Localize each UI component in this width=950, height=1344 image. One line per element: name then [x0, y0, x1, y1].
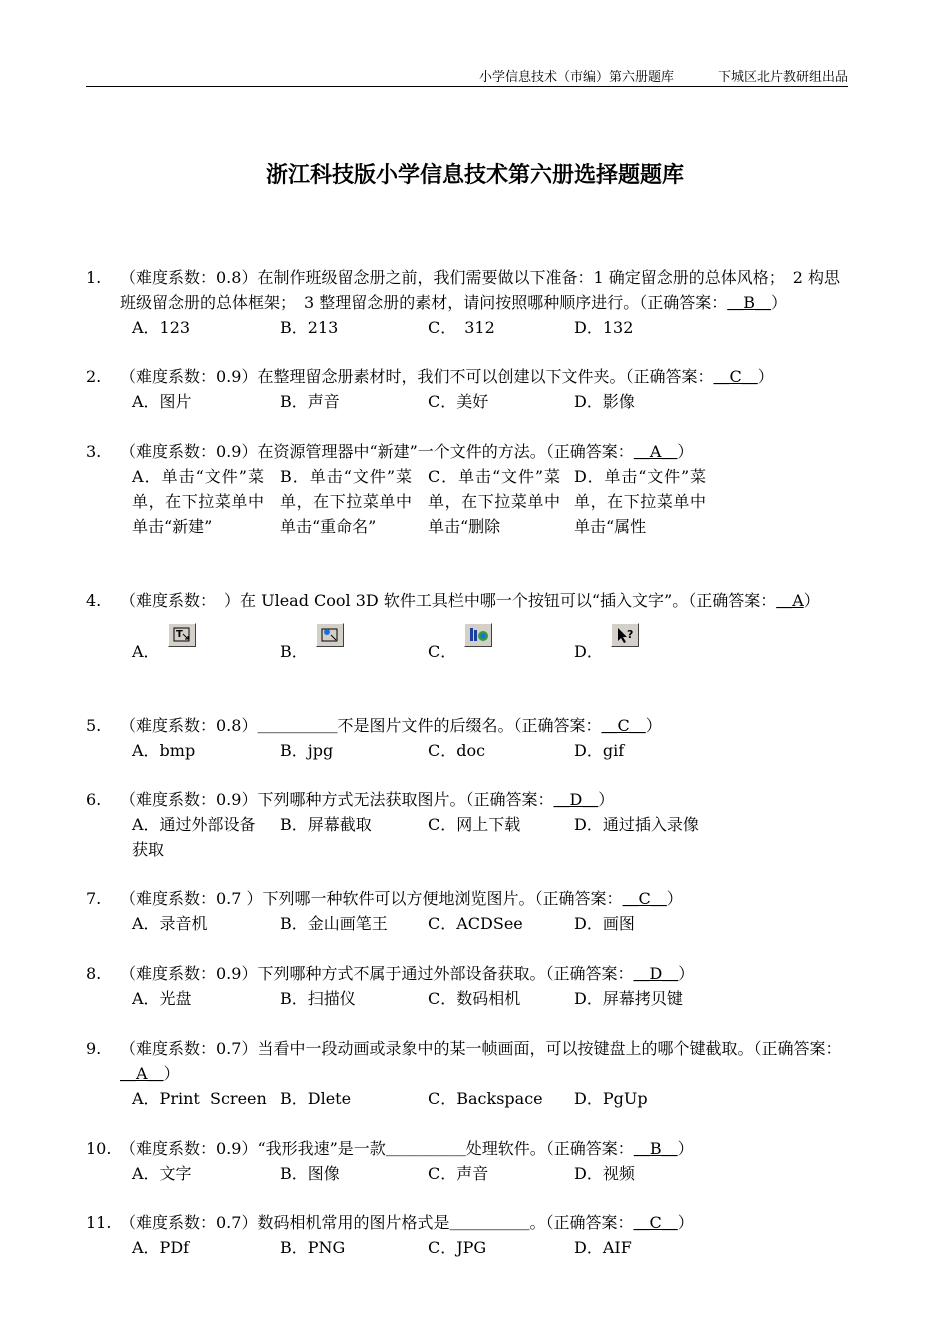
question-number: 3.	[86, 442, 102, 461]
header-right-text: 下城区北片教研组出品	[717, 70, 848, 85]
option-row	[132, 464, 851, 564]
option-c: C．Backspace	[428, 1089, 543, 1108]
page-header	[86, 66, 848, 87]
option-row	[132, 628, 851, 675]
option-d: D．视频	[574, 1164, 635, 1183]
answer: ＿C＿	[601, 716, 646, 735]
option-d: D．画图	[574, 914, 635, 933]
option-b: B．图像	[280, 1164, 340, 1183]
question-stem: （难度系数：0.9）下列哪种方式无法获取图片。（正确答案：＿D＿）	[120, 790, 615, 809]
option-d: D．AIF	[574, 1238, 632, 1257]
answer: ＿C＿	[633, 1213, 678, 1232]
question-8	[86, 961, 851, 1011]
option-b: B．屏幕截取	[280, 815, 372, 834]
option-a: A．Print Screen	[132, 1089, 267, 1108]
question-number: 5.	[86, 716, 102, 735]
question-stem: （难度系数：0.7）当看中一段动画或录象中的某一帧画面，可以按键盘上的哪个键截取。（正确答案：＿A＿）	[120, 1039, 842, 1083]
page-title: 浙江科技版小学信息技术第六册选择题题库	[265, 163, 684, 188]
question-number: 10.	[86, 1139, 112, 1158]
answer: ＿A	[776, 591, 804, 610]
question-stem: （难度系数：0.9）在整理留念册素材时，我们不可以创建以下文件夹。（正确答案：＿C＿）	[120, 367, 774, 386]
header-left-text: 小学信息技术（市编）第六册题库	[478, 70, 674, 85]
question-stem: （难度系数：0.9）在资源管理器中“新建”一个文件的方法。（正确答案：＿A＿）	[120, 442, 694, 461]
option-d: D．屏幕拷贝键	[574, 989, 683, 1008]
web-tool-icon	[464, 623, 492, 647]
question-1	[86, 265, 851, 340]
option-row	[132, 1161, 851, 1186]
question-number: 9.	[86, 1039, 102, 1058]
option-a: A．文字	[132, 1164, 192, 1183]
question-5	[86, 713, 851, 763]
option-b: B．扫描仪	[280, 989, 356, 1008]
option-d: D．gif	[574, 741, 625, 760]
option-row	[132, 1235, 851, 1260]
option-a: A．PDf	[132, 1238, 190, 1257]
question-number: 6.	[86, 790, 102, 809]
option-row	[132, 1086, 851, 1111]
option-b: B．Dlete	[280, 1089, 352, 1108]
option-a: A．录音机	[132, 914, 208, 933]
answer: ＿D＿	[633, 964, 679, 983]
question-number: 8.	[86, 964, 102, 983]
option-a: A．bmp	[132, 741, 196, 760]
option-d: D．单击“文件”菜单，在下拉菜单中单击“属性	[574, 467, 706, 536]
option-row	[132, 986, 851, 1011]
option-c: C．数码相机	[428, 989, 521, 1008]
answer: ＿C＿	[713, 367, 758, 386]
answer: ＿A＿	[120, 1064, 164, 1083]
option-d: D．132	[574, 318, 634, 337]
option-a: A．光盘	[132, 989, 192, 1008]
option-b: B．213	[280, 318, 339, 337]
svg-text:?: ?	[626, 628, 634, 641]
question-stem: （难度系数：0.8）＿＿＿＿＿不是图片文件的后缀名。（正确答案：＿C＿）	[120, 716, 662, 735]
question-10	[86, 1136, 851, 1186]
question-stem: （难度系数：0.9）下列哪种方式不属于通过外部设备获取。（正确答案：＿D＿）	[120, 964, 695, 983]
option-b: B．声音	[280, 392, 340, 411]
option-c: C．ACDSee	[428, 914, 523, 933]
question-4	[86, 588, 851, 675]
option-b: B．金山画笔王	[280, 914, 388, 933]
insert-object-icon	[316, 623, 344, 647]
option-c: C． 312	[428, 318, 495, 337]
option-b: B．	[280, 635, 420, 664]
question-stem: （难度系数：0.7）数码相机常用的图片格式是＿＿＿＿＿。（正确答案：＿C＿）	[120, 1213, 694, 1232]
answer: ＿B＿	[633, 1139, 678, 1158]
question-stem: （难度系数：0.7 ）下列哪一种软件可以方便地浏览图片。（正确答案：＿C＿）	[120, 889, 683, 908]
option-d: D． ?	[574, 635, 714, 664]
option-a: A． T	[132, 635, 272, 664]
option-row	[132, 911, 851, 936]
question-number: 2.	[86, 367, 102, 386]
question-6	[86, 787, 851, 862]
option-row	[132, 315, 851, 340]
question-2	[86, 364, 851, 414]
option-d: D．影像	[574, 392, 635, 411]
svg-text:T: T	[175, 629, 183, 640]
option-d: D．PgUp	[574, 1089, 648, 1108]
option-c: C．网上下载	[428, 815, 521, 834]
option-c: C．声音	[428, 1164, 489, 1183]
question-stem: （难度系数： ）在 Ulead Cool 3D 软件工具栏中哪一个按钮可以“插入文字”。（正确答案：＿A）	[120, 591, 820, 610]
answer: ＿A＿	[633, 442, 678, 461]
option-c: C．JPG	[428, 1238, 487, 1257]
option-a: A．通过外部设备获取	[132, 815, 256, 859]
help-pointer-icon	[611, 623, 639, 647]
answer: ＿D＿	[553, 790, 599, 809]
question-7	[86, 886, 851, 936]
option-c: C．doc	[428, 741, 486, 760]
question-11	[86, 1210, 851, 1260]
option-b: B．单击“文件”菜单，在下拉菜单中单击“重命名”	[280, 467, 412, 536]
option-row	[132, 389, 851, 414]
option-a: A．123	[132, 318, 191, 337]
question-number: 11.	[86, 1213, 112, 1232]
question-number: 4.	[86, 591, 102, 610]
option-c: C．美好	[428, 392, 489, 411]
question-stem: （难度系数：0.9）“我形我速”是一款＿＿＿＿＿处理软件。（正确答案：＿B＿）	[120, 1139, 694, 1158]
option-b: B．jpg	[280, 741, 334, 760]
option-row	[132, 738, 851, 763]
option-d: D．通过插入录像	[574, 815, 699, 834]
insert-text-icon	[168, 623, 196, 647]
option-a: A．图片	[132, 392, 192, 411]
option-b: B．PNG	[280, 1238, 346, 1257]
question-3	[86, 439, 851, 564]
option-c: C．	[428, 635, 568, 664]
answer: ＿B＿	[727, 293, 772, 312]
question-number: 7.	[86, 889, 102, 908]
option-row	[132, 812, 851, 862]
question-stem: （难度系数：0.8）在制作班级留念册之前，我们需要做以下准备：1 确定留念册的总体风格； 2 构思班级留念册的总体框架； 3 整理留念册的素材，请问按照哪种顺序进行。（正确答案：＿B＿）	[120, 268, 840, 312]
answer: ＿C＿	[622, 889, 667, 908]
option-a: A．单击“文件”菜单，在下拉菜单中单击“新建”	[132, 467, 264, 536]
question-number: 1.	[86, 268, 102, 287]
option-c: C．单击“文件”菜单，在下拉菜单中单击“删除	[428, 467, 560, 536]
question-9	[86, 1036, 851, 1111]
